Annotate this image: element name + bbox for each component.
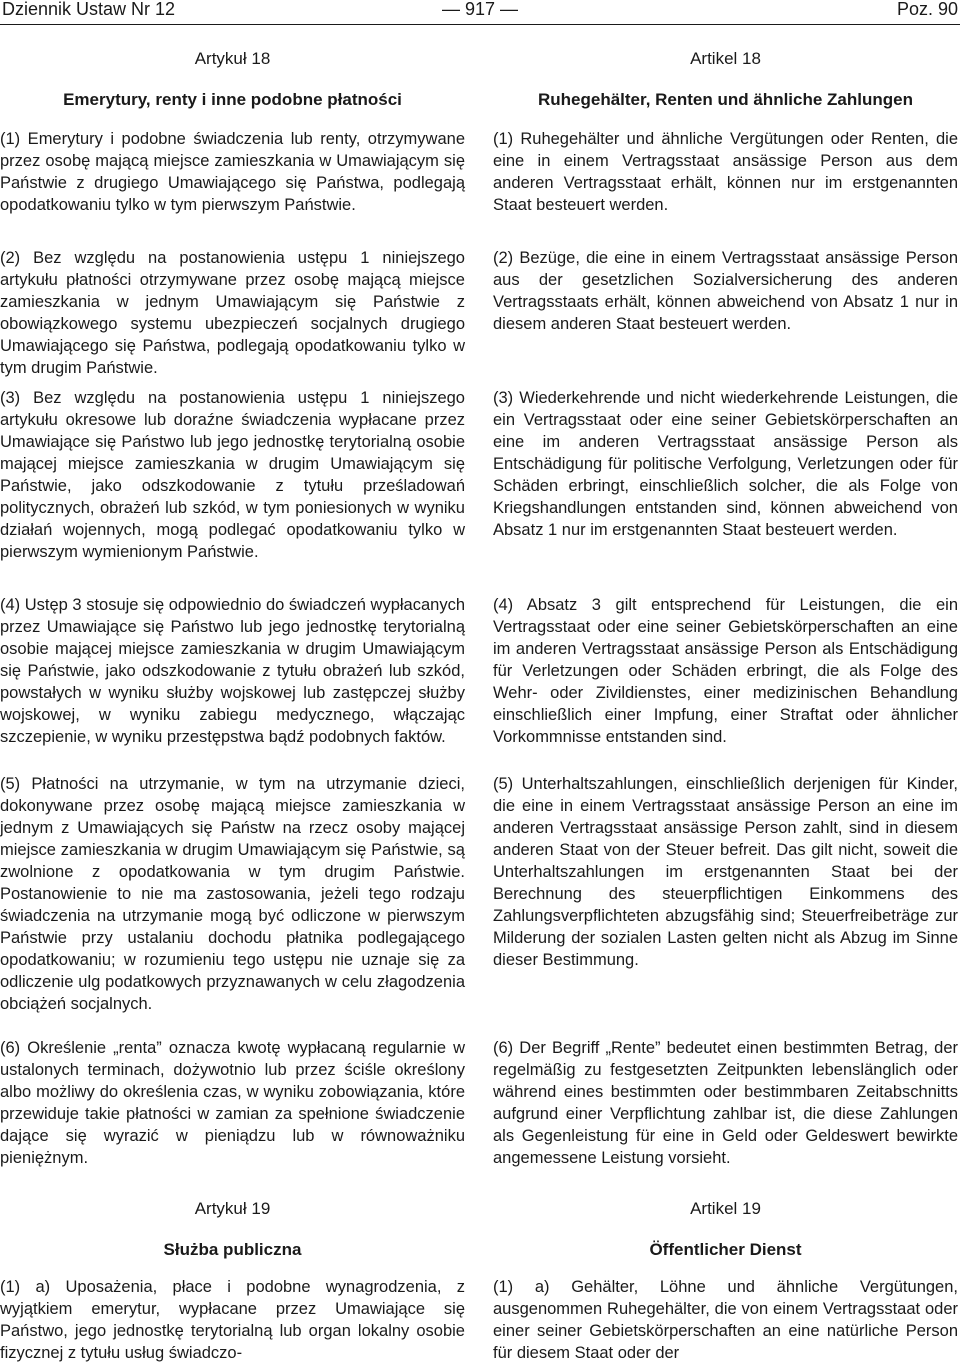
article-19-subtitle-pl: Służba publiczna — [163, 1240, 302, 1259]
paragraph-4-pl: (4) Ustęp 3 stosuje się odpowiednio do świadczeń wypłacanych przez Umawiające się Państwo lub jego jednostkę terytorialną osobie mającej miejsce zamieszkania w drugim Umawiającym się Państwie, jako odszkodowanie z tytułu obrażeń lub szkód, powstałych w wyniku służby wojskowej lub zastępczej służby wojskowej, w wyniku zabiegu medycznego, włączając szczepienie, w wyniku przestępstwa bądź podobnych faktów. — [0, 596, 466, 746]
article-18-subtitle-de: Ruhegehälter, Renten und ähnliche Zahlungen — [538, 90, 913, 109]
article-18-title-de: Artikel 18 — [690, 49, 761, 68]
page-number: — 917 — — [441, 0, 519, 19]
paragraph-4-de: (4) Absatz 3 gilt entsprechend für Leistungen, die ein Vertragsstaat oder eine seiner Gebietskörperschaften an eine im anderen Vertragsstaat ansässige Person als Entschädigung für Verletzungen oder Schäden erbringt, die als Folge des Wehr- oder Zivildienstes, einer medizinischen Behandlung einschließlich einer Impfung, einer Straftat oder ähnlicher Vorkommnisse entstanden sind. — [493, 596, 958, 746]
article-18-title-pl: Artykuł 18 — [194, 49, 271, 68]
article-19-subtitle-de: Öffentlicher Dienst — [649, 1240, 802, 1259]
page-header — [0, 0, 960, 25]
article-19-title-de: Artikel 19 — [690, 1199, 761, 1218]
paragraph-6-pl: (6) Określenie „renta” oznacza kwotę wypłacaną regularnie w ustalonych terminach, dożywotnio lub przez ściśle określony albo możliwy do określenia czas, w wyniku zobowiązania, które przewiduje takie płatności w zamian za spełnione świadczenie dające się wyrazić w pieniądzu lub w równoważniku pieniężnym. — [0, 1039, 465, 1167]
article-18-subtitle-pl: Emerytury, renty i inne podobne płatności — [63, 90, 402, 109]
paragraph-2-de: (2) Bezüge, die eine in einem Vertragsstaat ansässige Person aus der gesetzlichen Sozialversicherung des anderen Vertragsstaats erhält, können abweichend von Absatz 1 nur in diesem anderen Staat besteuert werden. — [493, 249, 958, 333]
paragraph-1-pl: (1) Emerytury i podobne świadczenia lub renty, otrzymywane przez osobę mającą miejsce zamieszkania w Umawiającym się Państwie z drugiego Umawiającego się Państwa, podlegają opodatkowaniu tylko w tym pierwszym Państwie. — [0, 130, 465, 214]
paragraph-6-de: (6) Der Begriff „Rente” bedeutet einen bestimmten Betrag, der regelmäßig zu festgesetzten Zeitpunkten lebenslänglich oder während eines bestimmten oder bestimmbaren Zeitabschnitts aufgrund einer Verpflichtung zahlbar ist, die diese Zahlungen als Gegenleistung für eine in Geld oder Geldeswert bewirkte angemessene Leistung vorsieht. — [493, 1039, 958, 1167]
paragraph-5-de: (5) Unterhaltszahlungen, einschließlich derjenigen für Kinder, die eine in einem Vertragsstaat ansässige Person an eine im anderen Vertragsstaat ansässige Person zahlt, sind in diesem anderen Staat von der Steuer befreit. Das gilt nicht, soweit die Unterhaltszahlungen im erstgenannten Staat bei der Berechnung des steuerpflichtigen Einkommens des Zahlungsverpflichteten abzugsfähig sind; Steuerfreibeträge zur Milderung der sozialen Lasten gelten nicht als Abzug im Sinne dieser Bestimmung. — [493, 775, 958, 969]
paragraph-5-pl: (5) Płatności na utrzymanie, w tym na utrzymanie dzieci, dokonywane przez osobę mającą miejsce zamieszkania w jednym z Umawiających się Państw na rzecz osoby mającej miejsce zamieszkania w drugim Umawiającym się Państwie, są zwolnione z opodatkowania w tym drugim Państwie. Postanowienie to nie ma zastosowania, jeżeli tego rodzaju świadczenia na utrzymanie mogą być odliczone w pierwszym Państwie przy ustalaniu dochodu płatnika podlegającego opodatkowaniu; w rozumieniu tego ustępu nie uznaje się za odliczenie ulg podatkowych przyznawanych w celu złagodzenia obciążeń socjalnych. — [0, 775, 465, 1013]
paragraph-1-de: (1) Ruhegehälter und ähnliche Vergütungen oder Renten, die eine in einem Vertragsstaat ansässige Person aus dem anderen Vertragsstaat erhält, können nur im erstgenannten Staat besteuert werden. — [493, 130, 958, 214]
paragraph-7-de: (1) a) Gehälter, Löhne und ähnliche Vergütungen, ausgenommen Ruhegehälter, die von einem Vertragsstaat oder einer seiner Gebietskörperschaften an eine natürliche Person für diesem Staat oder der — [493, 1278, 958, 1362]
paragraph-3-pl: (3) Bez względu na postanowienia ustępu 1 niniejszego artykułu okresowe lub doraźne świadczenia wypłacane przez Umawiające się Państwo lub jego jednostkę terytorialną osobie mającej miejsce zamieszkania w drugim Umawiającym się Państwie, jako odszkodowanie z tytułu prześladowań politycznych, obrażeń lub szkód, w tym poniesionych w wyniku działań wojennych, mogą podlegać opodatkowaniu tylko w pierwszym wymienionym Państwie. — [0, 389, 465, 561]
article-19-title-pl: Artykuł 19 — [194, 1199, 271, 1218]
paragraph-2-pl: (2) Bez względu na postanowienia ustępu 1 niniejszego artykułu płatności otrzymywane przez osobę mającą miejsce zamieszkania w jednym Umawiającym się Państwie z obowiązkowego systemu ubezpieczeń socjalnych drugiego Umawiającego się Państwa, podlegają opodatkowaniu tylko w tym drugim Państwie. — [0, 249, 465, 377]
position-number: Poz. 90 — [896, 0, 958, 19]
journal-title: Dziennik Ustaw Nr 12 — [2, 0, 176, 19]
paragraph-7-pl: (1) a) Uposażenia, płace i podobne wynagrodzenia, z wyjątkiem emerytur, wypłacane przez Umawiające się Państwo, jego jednostkę terytorialną lub organ lokalny osobie fizycznej z tytułu usług świadczo- — [0, 1278, 465, 1362]
paragraph-3-de: (3) Wiederkehrende und nicht wiederkehrende Leistungen, die ein Vertragsstaat oder eine seiner Gebietskörperschaften an eine im anderen Vertragsstaat ansässige Person als Entschädigung für politische Verfolgung, Verletzungen oder für Schäden erbringt, einschließlich solcher, die als Folge von Kriegshandlungen entstanden sind, können abweichend von Absatz 1 nur im erstgenannten Staat besteuert werden. — [493, 389, 958, 539]
